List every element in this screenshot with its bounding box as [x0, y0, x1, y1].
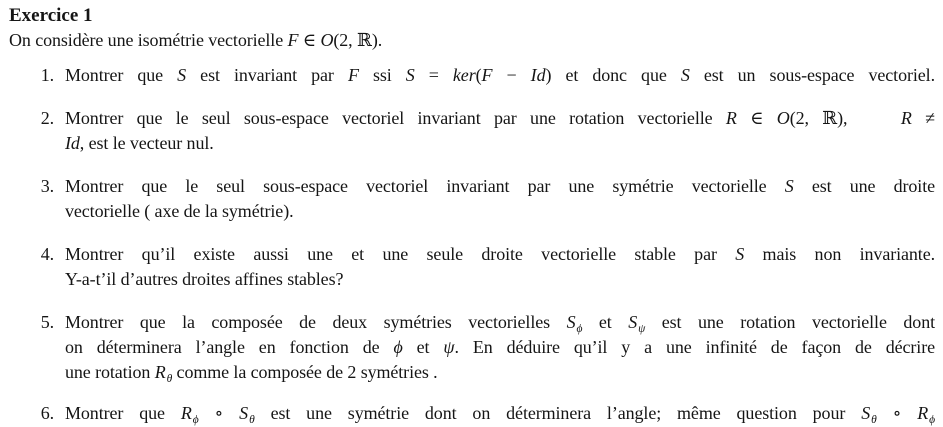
math-token: S: [735, 244, 745, 264]
text-line: [65, 335, 935, 360]
real-numbers-symbol: ℝ: [356, 30, 372, 50]
math-token: R: [917, 403, 929, 423]
item-number: 3.: [40, 176, 54, 196]
text-segment: une rotation: [65, 362, 155, 382]
item-content: [65, 106, 935, 156]
text-segment: comme la composée de 2 symétries .: [172, 362, 438, 382]
math-token: ∈: [736, 108, 777, 128]
text-segment: . En déduire qu’il y a une infinité de façon de décrire: [454, 337, 935, 357]
math-subscript: ϕ: [576, 322, 583, 335]
text-segment: est une rotation vectorielle dont: [645, 312, 935, 332]
text-line: [65, 199, 935, 224]
math-subscript: ϕ: [192, 413, 199, 426]
math-token: F: [347, 65, 359, 85]
exercise-list: [9, 63, 935, 426]
math-token: R: [154, 362, 166, 382]
math-token: O: [776, 108, 790, 128]
text-line: [65, 360, 935, 385]
item-content: [65, 63, 935, 88]
text-segment: Y-a-t’il d’autres droites affines stables?: [65, 269, 344, 289]
math-token: (: [475, 65, 482, 85]
item-content: [65, 242, 935, 292]
text-line: [65, 174, 935, 199]
text-segment: et: [582, 312, 629, 332]
math-token: (2,: [333, 30, 357, 50]
math-token: F: [481, 65, 493, 85]
text-segment: Montrer que la composée de deux symétries vectorielles: [65, 312, 567, 332]
text-segment: est un sous-espace vectoriel.: [689, 65, 935, 85]
math-token: S: [177, 65, 187, 85]
item-content: [65, 174, 935, 224]
math-token: S: [405, 65, 415, 85]
math-token: R: [180, 403, 192, 423]
math-subscript: θ: [166, 372, 173, 385]
text-line: [65, 131, 935, 156]
text-segment: Montrer qu’il existe aussi une et une seule droite vectorielle stable par: [65, 244, 736, 264]
text-segment: ).: [371, 30, 383, 50]
math-token: O: [320, 30, 334, 50]
text-segment: on déterminera l’angle en fonction de: [65, 337, 394, 357]
exercise-item-2: [9, 106, 935, 156]
text-line: [65, 310, 935, 335]
text-segment: Montrer que: [65, 65, 178, 85]
text-segment: est une symétrie dont on déterminera l’angle; même question pour: [254, 403, 862, 423]
math-token: Id: [530, 65, 546, 85]
exercise-heading: Exercice 1: [9, 5, 93, 26]
text-segment: Montrer que le seul sous-espace vectoriel invariant par une symétrie vectorielle: [65, 176, 785, 196]
text-segment: est une droite: [793, 176, 935, 196]
math-subscript: θ: [249, 413, 255, 426]
math-token: ∈: [298, 30, 321, 50]
item-content: [65, 401, 935, 426]
exercise-item-1: [9, 63, 935, 88]
exercise-item-5: [9, 310, 935, 385]
text-segment: ssi: [358, 65, 406, 85]
compose-operator: ∘: [198, 403, 240, 423]
math-token: R: [725, 108, 737, 128]
real-numbers-symbol: ℝ: [822, 108, 838, 128]
math-token: S: [566, 312, 576, 332]
text-line: [65, 401, 935, 426]
math-token: S: [239, 403, 249, 423]
math-token: S: [628, 312, 638, 332]
text-line: [65, 267, 935, 292]
math-token: S: [680, 65, 690, 85]
exercise-item-6: [9, 401, 935, 426]
item-number: 6.: [40, 403, 54, 423]
math-subscript: ϕ: [929, 413, 935, 426]
math-token: ϕ: [393, 337, 403, 357]
math-token: =: [414, 65, 453, 85]
text-segment: et: [402, 337, 444, 357]
exercise-item-4: [9, 242, 935, 292]
math-token: S: [861, 403, 871, 423]
exercise-item-3: [9, 174, 935, 224]
text-segment: mais non invariante.: [744, 244, 935, 264]
item-number: 2.: [40, 108, 54, 128]
text-line: [65, 106, 935, 131]
math-token: −: [492, 65, 531, 85]
text-line: [65, 242, 935, 267]
text-line: [65, 63, 935, 88]
math-subscript: θ: [871, 413, 877, 426]
item-number: 1.: [40, 65, 54, 85]
math-token: Id: [65, 133, 80, 153]
math-token: R: [900, 108, 912, 128]
text-segment: Montrer que le seul sous-espace vectoriel invariant par une rotation vectorielle: [65, 108, 726, 128]
math-token: ker: [452, 65, 476, 85]
text-segment: Montrer que: [65, 403, 181, 423]
math-token: F: [287, 30, 299, 50]
text-segment: ) et donc que: [545, 65, 681, 85]
item-number: 4.: [40, 244, 54, 264]
math-subscript: ψ: [638, 322, 646, 335]
compose-operator: ∘: [876, 403, 918, 423]
item-number: 5.: [40, 312, 54, 332]
item-content: [65, 310, 935, 385]
text-segment: ),: [837, 108, 901, 128]
intro-line: [9, 28, 935, 53]
math-token: ≠: [911, 108, 935, 128]
text-segment: On considère une isométrie vectorielle: [9, 30, 288, 50]
math-token: ψ: [443, 337, 455, 357]
text-segment: vectorielle ( axe de la symétrie).: [65, 201, 294, 221]
text-segment: est invariant par: [186, 65, 348, 85]
math-token: (2,: [789, 108, 823, 128]
text-segment: , est le vecteur nul.: [79, 133, 214, 153]
math-token: S: [784, 176, 794, 196]
